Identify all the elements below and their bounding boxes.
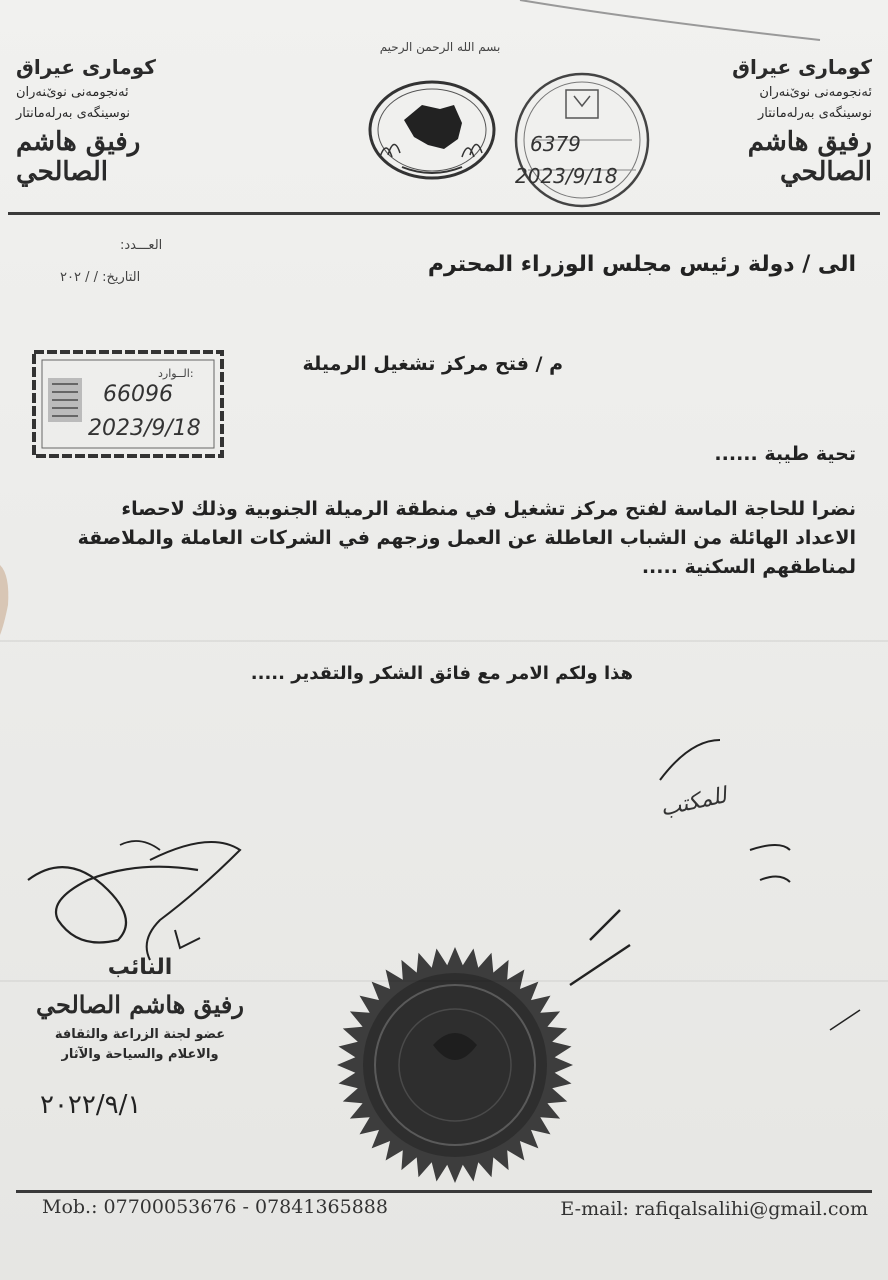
incoming-stamp-round: [502, 70, 662, 210]
parliament-emblem-icon: [362, 75, 502, 185]
signature-role-1: عضو لجنة الزراعة والثقافة: [54, 1027, 226, 1042]
letterhead-right-name: رفيق هاشم الصالحي: [747, 127, 872, 187]
letterhead-right-line-3: ﻧﻮﺳﯿﻨﮕﻪى ﺑﻪرﻟﻪﻣﺎﻧﺘﺎر: [757, 106, 872, 121]
date-label: التاريخ: / / ٢٠٢: [60, 270, 141, 285]
letterhead-left-name: رفيق هاشم الصالحي: [16, 127, 141, 187]
signature-role-2: والاعلام والسياحة والآثار: [61, 1047, 219, 1062]
letterhead-right-line-1: ﻛﻮﻣﺎرى ﻋﯿﺮاق: [732, 55, 872, 79]
incoming-number-1: 6379: [530, 132, 581, 156]
recipient-line: الى / دولة رئيس مجلس الوزراء المحترم: [427, 252, 856, 277]
handwritten-annotation: للمكتب: [658, 783, 729, 822]
signature-title: النائب: [107, 955, 173, 980]
signature-name: رفيق هاشم الصالحي: [36, 990, 244, 1019]
letterhead-left-line-3: ﻧﻮﺳﯿﻨﮕﻪى ﺑﻪرﻟﻪﻣﺎﻧﺘﺎر: [16, 106, 131, 121]
greeting: تحية طيبة ......: [714, 443, 856, 465]
signature-date: ٢٠٢٢/٩/١: [40, 1090, 142, 1120]
letterhead-left-line-1: ﻛﻮﻣﺎرى ﻋﯿﺮاق: [16, 55, 156, 79]
incoming-number-2: 66096: [103, 382, 173, 407]
letterhead-left: [16, 55, 236, 187]
letterhead-left-line-2: ﺋﻪﻧﺠﻮﻣﻪﻧﻰ ﻧﻮێﻨﻪران: [16, 85, 129, 100]
incoming-date-2: 2023/9/18: [88, 416, 201, 441]
incoming-date-1: 2023/9/18: [515, 164, 618, 188]
number-label: العـــدد:: [120, 238, 163, 253]
letterhead-right: [652, 55, 872, 187]
basmala: بسم الله الرحمن الرحيم: [379, 40, 501, 54]
signature-block: [20, 955, 260, 1065]
header-divider: [8, 212, 880, 215]
incoming-label: الــوارد:: [158, 367, 194, 380]
closing-line: هذا ولكم الامر مع فائق الشكر والتقدير .....: [250, 663, 633, 684]
footer-mobile: Mob.: 07700053676 - 07841365888: [42, 1196, 388, 1218]
footer-email: E-mail: rafiqalsalihi@gmail.com: [560, 1198, 868, 1220]
subject-line: م / فتح مركز تشغيل الرميلة: [302, 353, 563, 375]
letter-body: نضرا للحاجة الماسة لفتح مركز تشغيل في منطقة الرميلة الجنوبية وذلك لاحصاء الاعداد الهائلة من الشباب العاطلة عن العمل وزجهم في الشركات العاملة والملاصقة لمناطقهم السكنية .....: [77, 498, 856, 578]
letterhead-right-line-2: ﺋﻪﻧﺠﻮﻣﻪﻧﻰ ﻧﻮێﻨﻪران: [759, 85, 872, 100]
official-seal-icon: [333, 945, 578, 1185]
footer-divider: [16, 1190, 872, 1193]
